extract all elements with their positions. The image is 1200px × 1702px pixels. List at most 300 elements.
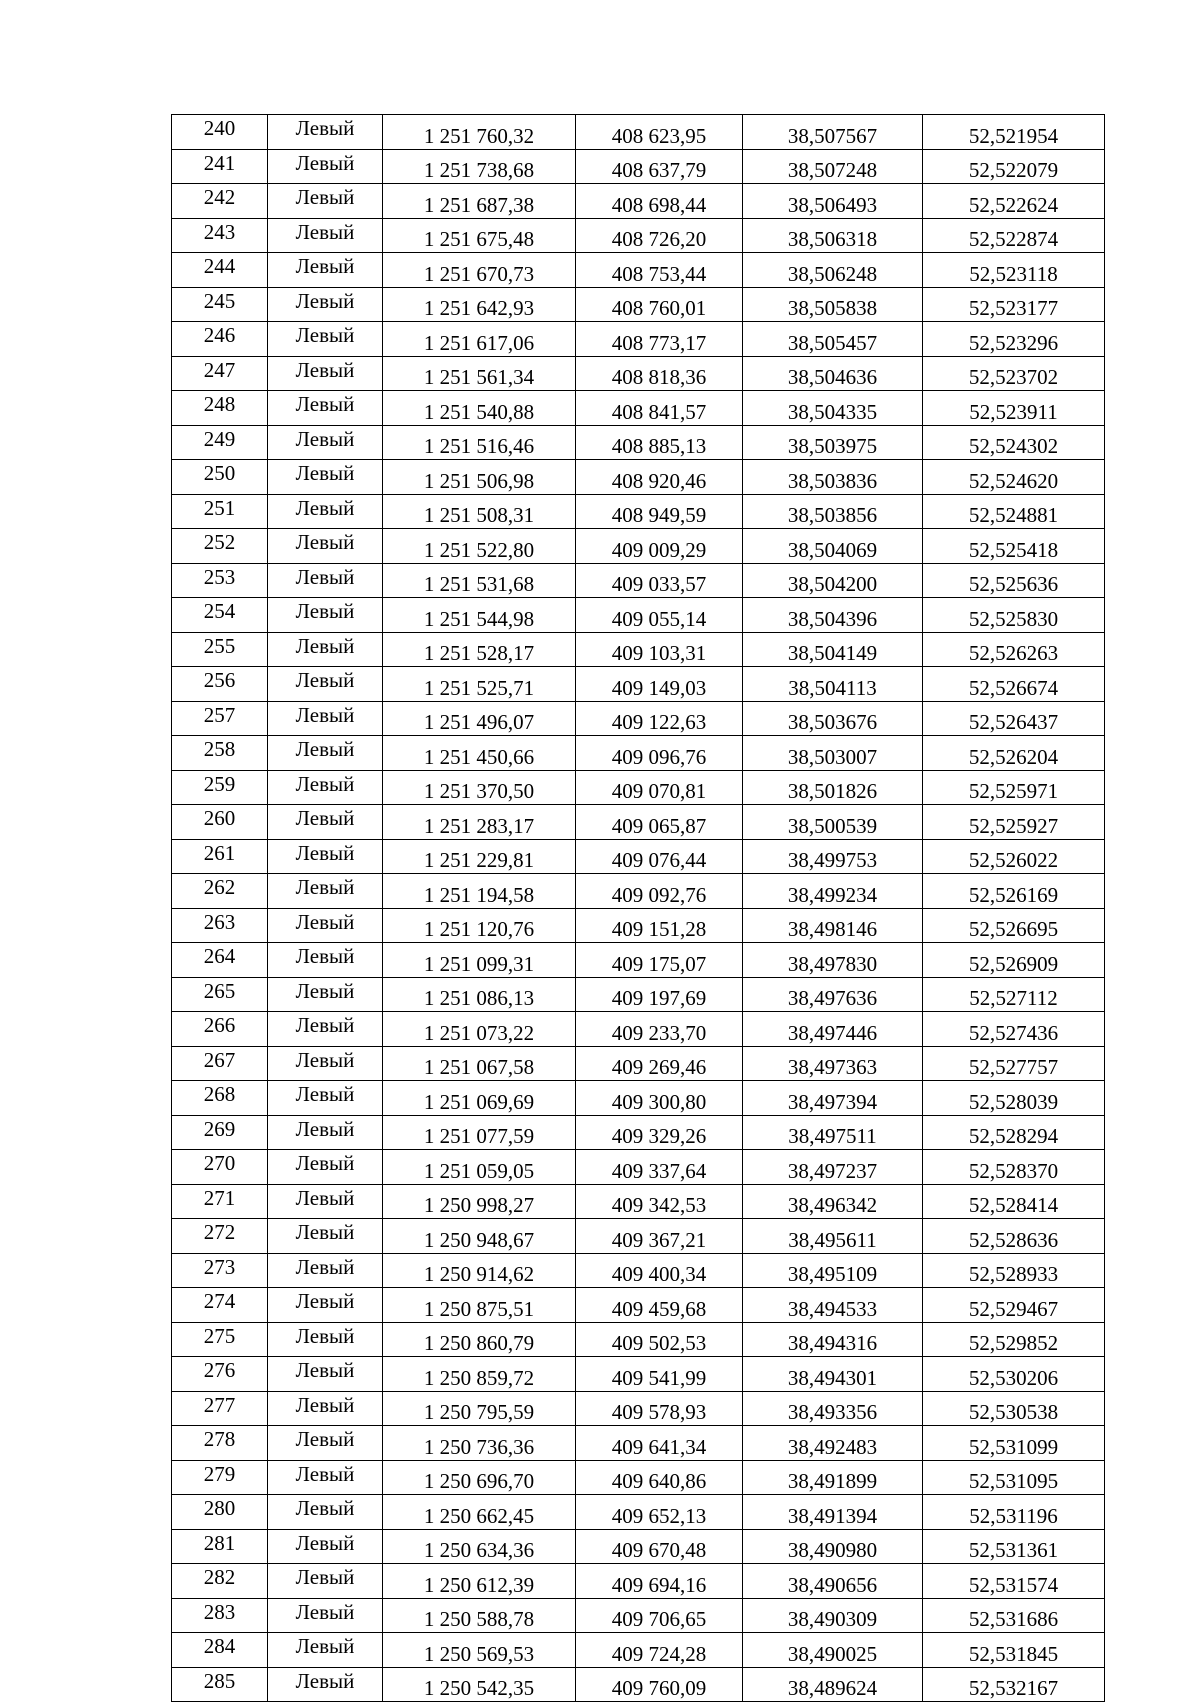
side-cell: Левый [268, 149, 383, 184]
latitude-cell: 52,531099 [923, 1426, 1105, 1461]
side-cell: Левый [268, 218, 383, 253]
x-coordinate-cell: 1 251 670,73 [383, 253, 576, 288]
x-coordinate-cell: 1 250 948,67 [383, 1219, 576, 1254]
x-coordinate-cell: 1 251 687,38 [383, 184, 576, 219]
point-number-cell: 275 [172, 1322, 268, 1357]
table-row [172, 1667, 1105, 1702]
x-coordinate-cell: 1 251 525,71 [383, 667, 576, 702]
longitude-cell: 38,497363 [743, 1046, 923, 1081]
y-coordinate-cell: 408 818,36 [576, 356, 743, 391]
side-cell: Левый [268, 1391, 383, 1426]
point-number-cell: 269 [172, 1115, 268, 1150]
point-number-cell: 247 [172, 356, 268, 391]
longitude-cell: 38,490025 [743, 1633, 923, 1668]
table-row [172, 1633, 1105, 1668]
longitude-cell: 38,503676 [743, 701, 923, 736]
x-coordinate-cell: 1 251 642,93 [383, 287, 576, 322]
side-cell: Левый [268, 770, 383, 805]
y-coordinate-cell: 409 706,65 [576, 1598, 743, 1633]
x-coordinate-cell: 1 250 634,36 [383, 1529, 576, 1564]
point-number-cell: 260 [172, 805, 268, 840]
point-number-cell: 245 [172, 287, 268, 322]
point-number-cell: 280 [172, 1495, 268, 1530]
table-row [172, 1219, 1105, 1254]
x-coordinate-cell: 1 251 508,31 [383, 494, 576, 529]
x-coordinate-cell: 1 251 528,17 [383, 632, 576, 667]
y-coordinate-cell: 408 623,95 [576, 115, 743, 150]
x-coordinate-cell: 1 250 998,27 [383, 1184, 576, 1219]
latitude-cell: 52,529852 [923, 1322, 1105, 1357]
table-row [172, 1253, 1105, 1288]
latitude-cell: 52,528370 [923, 1150, 1105, 1185]
table-row [172, 391, 1105, 426]
point-number-cell: 276 [172, 1357, 268, 1392]
latitude-cell: 52,526437 [923, 701, 1105, 736]
point-number-cell: 278 [172, 1426, 268, 1461]
x-coordinate-cell: 1 251 283,17 [383, 805, 576, 840]
x-coordinate-cell: 1 251 506,98 [383, 460, 576, 495]
latitude-cell: 52,526263 [923, 632, 1105, 667]
table-row [172, 1495, 1105, 1530]
longitude-cell: 38,504335 [743, 391, 923, 426]
side-cell: Левый [268, 253, 383, 288]
table-row [172, 1391, 1105, 1426]
table-row [172, 253, 1105, 288]
y-coordinate-cell: 409 694,16 [576, 1564, 743, 1599]
latitude-cell: 52,531095 [923, 1460, 1105, 1495]
x-coordinate-cell: 1 251 099,31 [383, 943, 576, 978]
x-coordinate-cell: 1 251 086,13 [383, 977, 576, 1012]
latitude-cell: 52,531196 [923, 1495, 1105, 1530]
y-coordinate-cell: 409 342,53 [576, 1184, 743, 1219]
y-coordinate-cell: 409 233,70 [576, 1012, 743, 1047]
longitude-cell: 38,503007 [743, 736, 923, 771]
x-coordinate-cell: 1 251 496,07 [383, 701, 576, 736]
side-cell: Левый [268, 1253, 383, 1288]
table-row [172, 563, 1105, 598]
latitude-cell: 52,523177 [923, 287, 1105, 322]
x-coordinate-cell: 1 251 738,68 [383, 149, 576, 184]
longitude-cell: 38,507567 [743, 115, 923, 150]
latitude-cell: 52,522624 [923, 184, 1105, 219]
latitude-cell: 52,526909 [923, 943, 1105, 978]
x-coordinate-cell: 1 251 120,76 [383, 908, 576, 943]
x-coordinate-cell: 1 251 077,59 [383, 1115, 576, 1150]
table-row [172, 287, 1105, 322]
y-coordinate-cell: 409 175,07 [576, 943, 743, 978]
point-number-cell: 264 [172, 943, 268, 978]
side-cell: Левый [268, 805, 383, 840]
latitude-cell: 52,523118 [923, 253, 1105, 288]
point-number-cell: 255 [172, 632, 268, 667]
side-cell: Левый [268, 839, 383, 874]
point-number-cell: 277 [172, 1391, 268, 1426]
y-coordinate-cell: 408 726,20 [576, 218, 743, 253]
longitude-cell: 38,499234 [743, 874, 923, 909]
y-coordinate-cell: 409 070,81 [576, 770, 743, 805]
latitude-cell: 52,523911 [923, 391, 1105, 426]
point-number-cell: 256 [172, 667, 268, 702]
table-row [172, 184, 1105, 219]
side-cell: Левый [268, 115, 383, 150]
table-row [172, 425, 1105, 460]
x-coordinate-cell: 1 250 795,59 [383, 1391, 576, 1426]
table-row [172, 1322, 1105, 1357]
latitude-cell: 52,525971 [923, 770, 1105, 805]
table-row [172, 736, 1105, 771]
longitude-cell: 38,504149 [743, 632, 923, 667]
table-row [172, 667, 1105, 702]
table-row [172, 460, 1105, 495]
longitude-cell: 38,492483 [743, 1426, 923, 1461]
table-row [172, 770, 1105, 805]
point-number-cell: 259 [172, 770, 268, 805]
point-number-cell: 240 [172, 115, 268, 150]
point-number-cell: 249 [172, 425, 268, 460]
latitude-cell: 52,524620 [923, 460, 1105, 495]
x-coordinate-cell: 1 251 531,68 [383, 563, 576, 598]
latitude-cell: 52,528933 [923, 1253, 1105, 1288]
latitude-cell: 52,528294 [923, 1115, 1105, 1150]
point-number-cell: 268 [172, 1081, 268, 1116]
side-cell: Левый [268, 1150, 383, 1185]
longitude-cell: 38,494301 [743, 1357, 923, 1392]
latitude-cell: 52,528414 [923, 1184, 1105, 1219]
x-coordinate-cell: 1 251 522,80 [383, 529, 576, 564]
table-row [172, 908, 1105, 943]
point-number-cell: 250 [172, 460, 268, 495]
y-coordinate-cell: 408 637,79 [576, 149, 743, 184]
side-cell: Левый [268, 1460, 383, 1495]
point-number-cell: 248 [172, 391, 268, 426]
longitude-cell: 38,503836 [743, 460, 923, 495]
y-coordinate-cell: 409 103,31 [576, 632, 743, 667]
latitude-cell: 52,528636 [923, 1219, 1105, 1254]
side-cell: Левый [268, 356, 383, 391]
coordinates-table-body [172, 115, 1105, 1702]
side-cell: Левый [268, 529, 383, 564]
latitude-cell: 52,528039 [923, 1081, 1105, 1116]
table-row [172, 1598, 1105, 1633]
longitude-cell: 38,497511 [743, 1115, 923, 1150]
point-number-cell: 265 [172, 977, 268, 1012]
longitude-cell: 38,489624 [743, 1667, 923, 1702]
longitude-cell: 38,504069 [743, 529, 923, 564]
longitude-cell: 38,497394 [743, 1081, 923, 1116]
table-row [172, 1115, 1105, 1150]
latitude-cell: 52,530538 [923, 1391, 1105, 1426]
side-cell: Левый [268, 1529, 383, 1564]
table-row [172, 149, 1105, 184]
y-coordinate-cell: 409 300,80 [576, 1081, 743, 1116]
table-row [172, 1046, 1105, 1081]
longitude-cell: 38,494533 [743, 1288, 923, 1323]
side-cell: Левый [268, 425, 383, 460]
point-number-cell: 253 [172, 563, 268, 598]
x-coordinate-cell: 1 250 914,62 [383, 1253, 576, 1288]
latitude-cell: 52,522874 [923, 218, 1105, 253]
x-coordinate-cell: 1 251 561,34 [383, 356, 576, 391]
latitude-cell: 52,530206 [923, 1357, 1105, 1392]
latitude-cell: 52,531686 [923, 1598, 1105, 1633]
y-coordinate-cell: 409 122,63 [576, 701, 743, 736]
longitude-cell: 38,504200 [743, 563, 923, 598]
y-coordinate-cell: 408 841,57 [576, 391, 743, 426]
x-coordinate-cell: 1 250 588,78 [383, 1598, 576, 1633]
point-number-cell: 283 [172, 1598, 268, 1633]
y-coordinate-cell: 409 329,26 [576, 1115, 743, 1150]
latitude-cell: 52,526674 [923, 667, 1105, 702]
latitude-cell: 52,531361 [923, 1529, 1105, 1564]
latitude-cell: 52,529467 [923, 1288, 1105, 1323]
y-coordinate-cell: 409 541,99 [576, 1357, 743, 1392]
table-row [172, 839, 1105, 874]
y-coordinate-cell: 409 652,13 [576, 1495, 743, 1530]
x-coordinate-cell: 1 251 450,66 [383, 736, 576, 771]
table-row [172, 529, 1105, 564]
y-coordinate-cell: 408 885,13 [576, 425, 743, 460]
table-row [172, 943, 1105, 978]
table-row [172, 701, 1105, 736]
y-coordinate-cell: 408 760,01 [576, 287, 743, 322]
point-number-cell: 257 [172, 701, 268, 736]
y-coordinate-cell: 409 459,68 [576, 1288, 743, 1323]
point-number-cell: 266 [172, 1012, 268, 1047]
y-coordinate-cell: 409 641,34 [576, 1426, 743, 1461]
y-coordinate-cell: 408 698,44 [576, 184, 743, 219]
x-coordinate-cell: 1 251 516,46 [383, 425, 576, 460]
latitude-cell: 52,531845 [923, 1633, 1105, 1668]
y-coordinate-cell: 409 337,64 [576, 1150, 743, 1185]
side-cell: Левый [268, 494, 383, 529]
longitude-cell: 38,501826 [743, 770, 923, 805]
y-coordinate-cell: 409 400,34 [576, 1253, 743, 1288]
x-coordinate-cell: 1 250 875,51 [383, 1288, 576, 1323]
table-row [172, 977, 1105, 1012]
x-coordinate-cell: 1 251 069,69 [383, 1081, 576, 1116]
side-cell: Левый [268, 667, 383, 702]
side-cell: Левый [268, 632, 383, 667]
longitude-cell: 38,500539 [743, 805, 923, 840]
side-cell: Левый [268, 1495, 383, 1530]
side-cell: Левый [268, 322, 383, 357]
point-number-cell: 281 [172, 1529, 268, 1564]
x-coordinate-cell: 1 251 370,50 [383, 770, 576, 805]
point-number-cell: 271 [172, 1184, 268, 1219]
table-row [172, 1426, 1105, 1461]
y-coordinate-cell: 409 009,29 [576, 529, 743, 564]
side-cell: Левый [268, 908, 383, 943]
latitude-cell: 52,525418 [923, 529, 1105, 564]
y-coordinate-cell: 409 269,46 [576, 1046, 743, 1081]
longitude-cell: 38,506248 [743, 253, 923, 288]
longitude-cell: 38,491899 [743, 1460, 923, 1495]
x-coordinate-cell: 1 250 696,70 [383, 1460, 576, 1495]
x-coordinate-cell: 1 251 229,81 [383, 839, 576, 874]
longitude-cell: 38,506493 [743, 184, 923, 219]
table-row [172, 115, 1105, 150]
side-cell: Левый [268, 287, 383, 322]
table-row [172, 1357, 1105, 1392]
y-coordinate-cell: 409 096,76 [576, 736, 743, 771]
table-row [172, 1150, 1105, 1185]
y-coordinate-cell: 409 197,69 [576, 977, 743, 1012]
longitude-cell: 38,497446 [743, 1012, 923, 1047]
side-cell: Левый [268, 1219, 383, 1254]
longitude-cell: 38,504113 [743, 667, 923, 702]
longitude-cell: 38,495109 [743, 1253, 923, 1288]
side-cell: Левый [268, 460, 383, 495]
longitude-cell: 38,494316 [743, 1322, 923, 1357]
point-number-cell: 244 [172, 253, 268, 288]
side-cell: Левый [268, 1598, 383, 1633]
point-number-cell: 242 [172, 184, 268, 219]
y-coordinate-cell: 409 151,28 [576, 908, 743, 943]
side-cell: Левый [268, 874, 383, 909]
longitude-cell: 38,495611 [743, 1219, 923, 1254]
side-cell: Левый [268, 943, 383, 978]
point-number-cell: 285 [172, 1667, 268, 1702]
longitude-cell: 38,497830 [743, 943, 923, 978]
latitude-cell: 52,522079 [923, 149, 1105, 184]
point-number-cell: 274 [172, 1288, 268, 1323]
table-row [172, 1288, 1105, 1323]
longitude-cell: 38,497237 [743, 1150, 923, 1185]
latitude-cell: 52,527757 [923, 1046, 1105, 1081]
y-coordinate-cell: 409 076,44 [576, 839, 743, 874]
side-cell: Левый [268, 598, 383, 633]
side-cell: Левый [268, 1184, 383, 1219]
table-row [172, 874, 1105, 909]
table-row [172, 1460, 1105, 1495]
longitude-cell: 38,505838 [743, 287, 923, 322]
side-cell: Левый [268, 1426, 383, 1461]
y-coordinate-cell: 409 065,87 [576, 805, 743, 840]
x-coordinate-cell: 1 251 067,58 [383, 1046, 576, 1081]
longitude-cell: 38,497636 [743, 977, 923, 1012]
side-cell: Левый [268, 1012, 383, 1047]
y-coordinate-cell: 409 578,93 [576, 1391, 743, 1426]
x-coordinate-cell: 1 251 617,06 [383, 322, 576, 357]
point-number-cell: 241 [172, 149, 268, 184]
table-row [172, 322, 1105, 357]
latitude-cell: 52,521954 [923, 115, 1105, 150]
longitude-cell: 38,490656 [743, 1564, 923, 1599]
side-cell: Левый [268, 1288, 383, 1323]
y-coordinate-cell: 409 670,48 [576, 1529, 743, 1564]
table-row [172, 1564, 1105, 1599]
longitude-cell: 38,504636 [743, 356, 923, 391]
y-coordinate-cell: 409 724,28 [576, 1633, 743, 1668]
point-number-cell: 252 [172, 529, 268, 564]
point-number-cell: 258 [172, 736, 268, 771]
y-coordinate-cell: 409 033,57 [576, 563, 743, 598]
x-coordinate-cell: 1 250 569,53 [383, 1633, 576, 1668]
point-number-cell: 243 [172, 218, 268, 253]
table-row [172, 632, 1105, 667]
x-coordinate-cell: 1 250 860,79 [383, 1322, 576, 1357]
side-cell: Левый [268, 1115, 383, 1150]
table-row [172, 1184, 1105, 1219]
y-coordinate-cell: 409 760,09 [576, 1667, 743, 1702]
y-coordinate-cell: 409 092,76 [576, 874, 743, 909]
longitude-cell: 38,499753 [743, 839, 923, 874]
longitude-cell: 38,490309 [743, 1598, 923, 1633]
latitude-cell: 52,525830 [923, 598, 1105, 633]
x-coordinate-cell: 1 250 612,39 [383, 1564, 576, 1599]
x-coordinate-cell: 1 251 675,48 [383, 218, 576, 253]
longitude-cell: 38,505457 [743, 322, 923, 357]
latitude-cell: 52,523702 [923, 356, 1105, 391]
side-cell: Левый [268, 1081, 383, 1116]
table-row [172, 598, 1105, 633]
longitude-cell: 38,498146 [743, 908, 923, 943]
point-number-cell: 246 [172, 322, 268, 357]
x-coordinate-cell: 1 250 542,35 [383, 1667, 576, 1702]
table-row [172, 1081, 1105, 1116]
latitude-cell: 52,531574 [923, 1564, 1105, 1599]
x-coordinate-cell: 1 251 194,58 [383, 874, 576, 909]
side-cell: Левый [268, 977, 383, 1012]
side-cell: Левый [268, 1633, 383, 1668]
y-coordinate-cell: 408 753,44 [576, 253, 743, 288]
y-coordinate-cell: 409 149,03 [576, 667, 743, 702]
x-coordinate-cell: 1 250 736,36 [383, 1426, 576, 1461]
side-cell: Левый [268, 563, 383, 598]
side-cell: Левый [268, 184, 383, 219]
point-number-cell: 282 [172, 1564, 268, 1599]
side-cell: Левый [268, 1046, 383, 1081]
y-coordinate-cell: 408 773,17 [576, 322, 743, 357]
table-row [172, 356, 1105, 391]
point-number-cell: 284 [172, 1633, 268, 1668]
x-coordinate-cell: 1 251 073,22 [383, 1012, 576, 1047]
x-coordinate-cell: 1 251 059,05 [383, 1150, 576, 1185]
longitude-cell: 38,503975 [743, 425, 923, 460]
latitude-cell: 52,532167 [923, 1667, 1105, 1702]
y-coordinate-cell: 408 949,59 [576, 494, 743, 529]
x-coordinate-cell: 1 251 544,98 [383, 598, 576, 633]
point-number-cell: 279 [172, 1460, 268, 1495]
longitude-cell: 38,506318 [743, 218, 923, 253]
latitude-cell: 52,526204 [923, 736, 1105, 771]
side-cell: Левый [268, 1322, 383, 1357]
x-coordinate-cell: 1 250 662,45 [383, 1495, 576, 1530]
point-number-cell: 261 [172, 839, 268, 874]
longitude-cell: 38,496342 [743, 1184, 923, 1219]
table-row [172, 805, 1105, 840]
table-row [172, 218, 1105, 253]
table-row [172, 494, 1105, 529]
longitude-cell: 38,504396 [743, 598, 923, 633]
side-cell: Левый [268, 1667, 383, 1702]
x-coordinate-cell: 1 251 760,32 [383, 115, 576, 150]
latitude-cell: 52,527436 [923, 1012, 1105, 1047]
point-number-cell: 270 [172, 1150, 268, 1185]
side-cell: Левый [268, 1564, 383, 1599]
longitude-cell: 38,507248 [743, 149, 923, 184]
latitude-cell: 52,526169 [923, 874, 1105, 909]
latitude-cell: 52,524881 [923, 494, 1105, 529]
y-coordinate-cell: 409 367,21 [576, 1219, 743, 1254]
point-number-cell: 263 [172, 908, 268, 943]
latitude-cell: 52,523296 [923, 322, 1105, 357]
side-cell: Левый [268, 701, 383, 736]
y-coordinate-cell: 408 920,46 [576, 460, 743, 495]
longitude-cell: 38,493356 [743, 1391, 923, 1426]
point-number-cell: 273 [172, 1253, 268, 1288]
point-number-cell: 251 [172, 494, 268, 529]
